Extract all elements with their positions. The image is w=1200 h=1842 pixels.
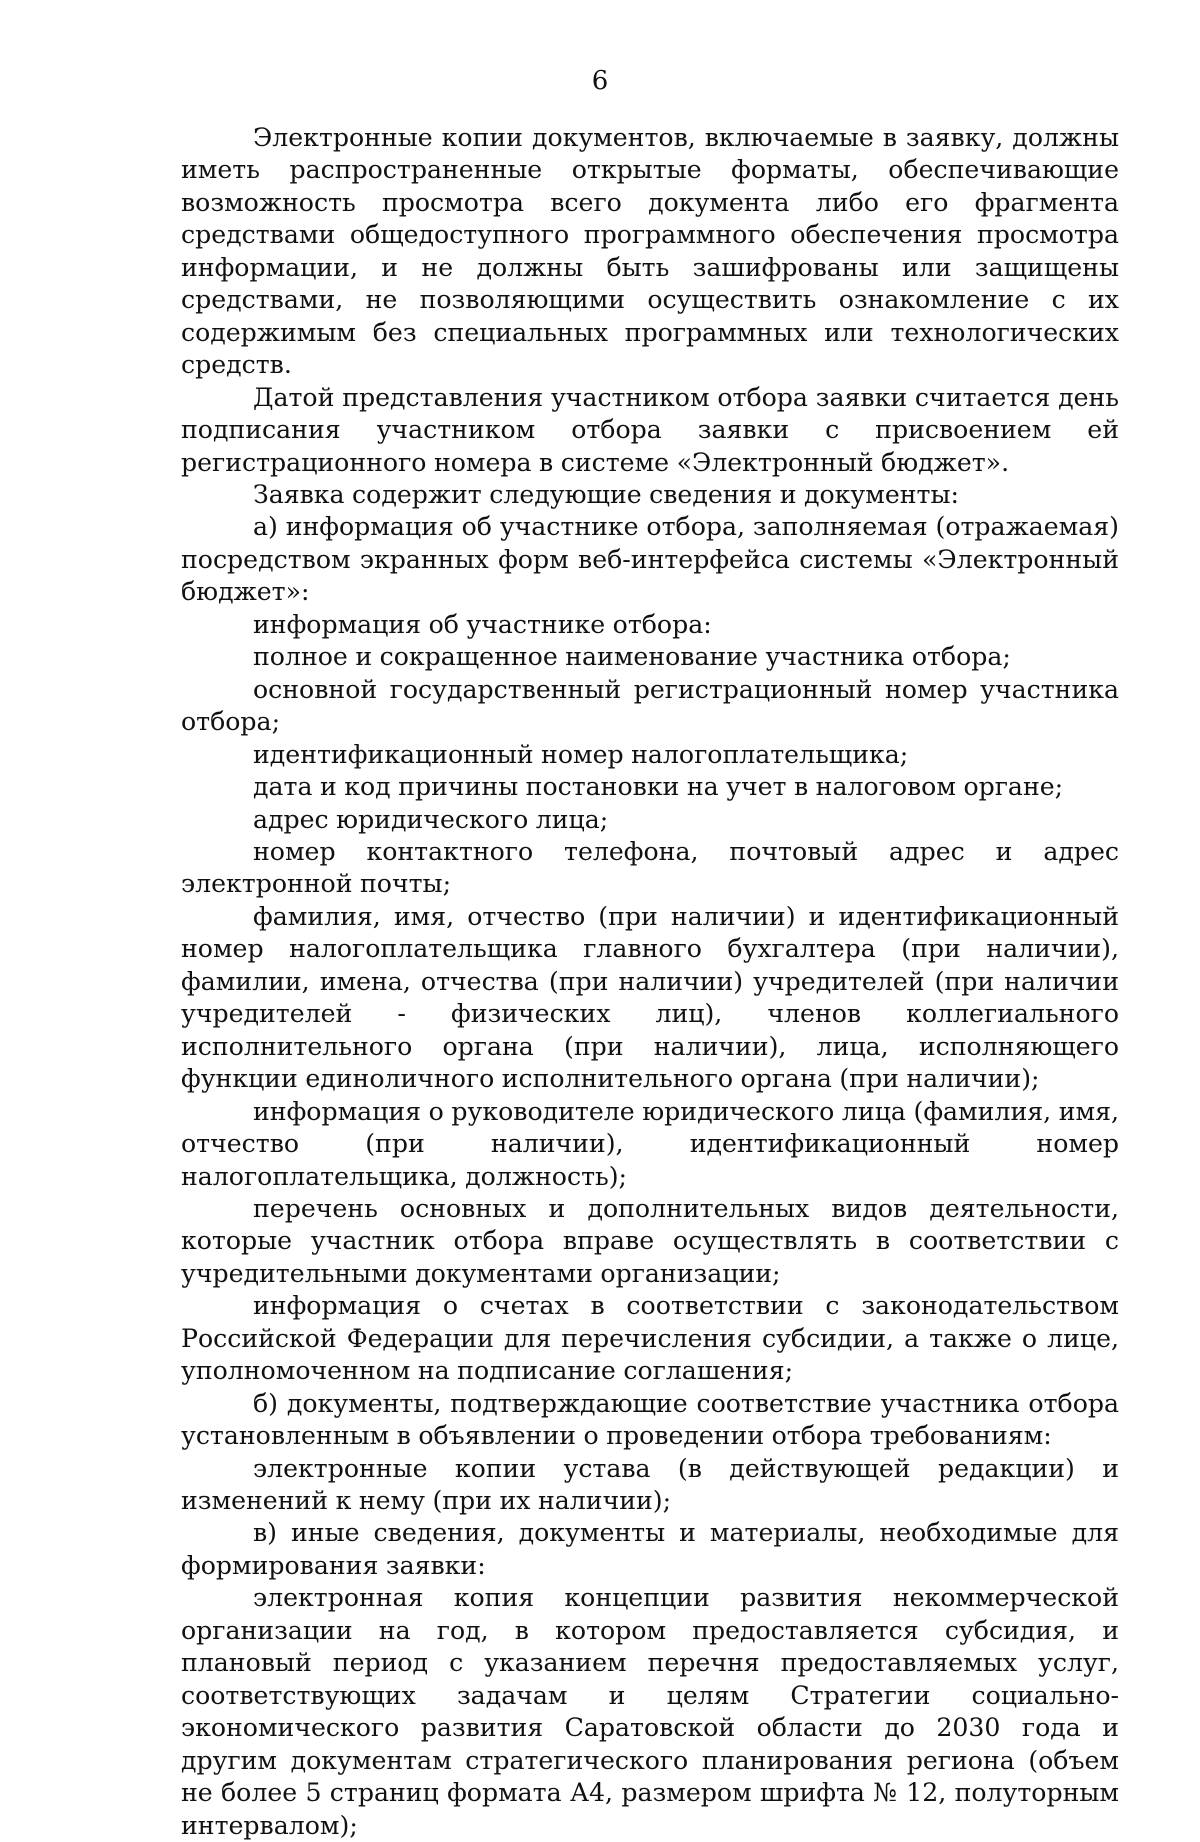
paragraph-inn: идентификационный номер налогоплательщика; bbox=[253, 739, 909, 769]
paragraph-legal-address: адрес юридического лица; bbox=[253, 804, 609, 834]
paragraph-full-name: полное и сокращенное наименование участника отбора; bbox=[253, 642, 1011, 672]
paragraph-item-a: а) информация об участнике отбора, заполняемая (отражаемая) посредством экранных форм веб-интерфейса системы «Электронный бюджет»: bbox=[181, 512, 1119, 607]
paragraph-accountant-founders: фамилия, имя, отчество (при наличии) и идентификационный номер налогоплательщика главного бухгалтера (при наличии), фамилии, имена, отчества (при наличии) учредителей (при наличии учредителей - физических лиц), членов коллегиального исполнительного органа (при наличии), лица, исполняющего функции единоличного исполнительного органа (при наличии); bbox=[181, 901, 1119, 1094]
paragraph-item-b: б) документы, подтверждающие соответствие участника отбора установленным в объявлении о проведении отбора требованиям: bbox=[181, 1388, 1119, 1451]
paragraph-ogrn: основной государственный регистрационный номер участника отбора; bbox=[181, 674, 1119, 737]
paragraph-item-c: в) иные сведения, документы и материалы, необходимые для формирования заявки: bbox=[181, 1518, 1119, 1580]
paragraph-submission-date: Датой представления участником отбора заявки считается день подписания участником отбора заявки с присвоением ей регистрационного номера в системе «Электронный бюджет». bbox=[181, 382, 1119, 477]
document-body bbox=[181, 122, 1119, 1842]
paragraph-electronic-copies: Электронные копии документов, включаемые в заявку, должны иметь распространенные открытые форматы, обеспечивающие возможность просмотра всего документа либо его фрагмента средствами общедоступного программного обеспечения просмотра информации, и не должны быть зашифрованы или защищены средствами, не позволяющими осуществить ознакомление с их содержимым без специальных программных или технологических средств. bbox=[181, 123, 1119, 380]
paragraph-contacts: номер контактного телефона, почтовый адрес и адрес электронной почты; bbox=[181, 836, 1119, 899]
paragraph-application-contents: Заявка содержит следующие сведения и документы: bbox=[253, 479, 959, 509]
page-number: 6 bbox=[591, 66, 609, 96]
paragraph-participant-info: информация об участнике отбора: bbox=[253, 609, 712, 639]
paragraph-head-info: информация о руководителе юридического лица (фамилия, имя, отчество (при наличии), идентификационный номер налогоплательщика, должность); bbox=[181, 1096, 1119, 1191]
paragraph-kpp: дата и код причины постановки на учет в налоговом органе; bbox=[253, 772, 1064, 802]
paragraph-charter-copies: электронные копии устава (в действующей редакции) и изменений к нему (при их наличии); bbox=[181, 1453, 1119, 1516]
paragraph-activities: перечень основных и дополнительных видов деятельности, которые участник отбора вправе осуществлять в соответствии с учредительными документами организации; bbox=[181, 1193, 1119, 1288]
paragraph-concept-copy: электронная копия концепции развития некоммерческой организации на год, в котором предоставляется субсидия, и плановый период с указанием перечня предоставляемых услуг, соответствующих задачам и целям Стратегии социально-экономического развития Саратовской области до 2030 года и другим документам стратегического планирования региона (объем не более 5 страниц формата А4, размером шрифта № 12, полуторным интервалом); bbox=[181, 1583, 1119, 1840]
paragraph-accounts: информация о счетах в соответствии с законодательством Российской Федерации для перечисления субсидии, а также о лице, уполномоченном на подписание соглашения; bbox=[181, 1291, 1119, 1386]
